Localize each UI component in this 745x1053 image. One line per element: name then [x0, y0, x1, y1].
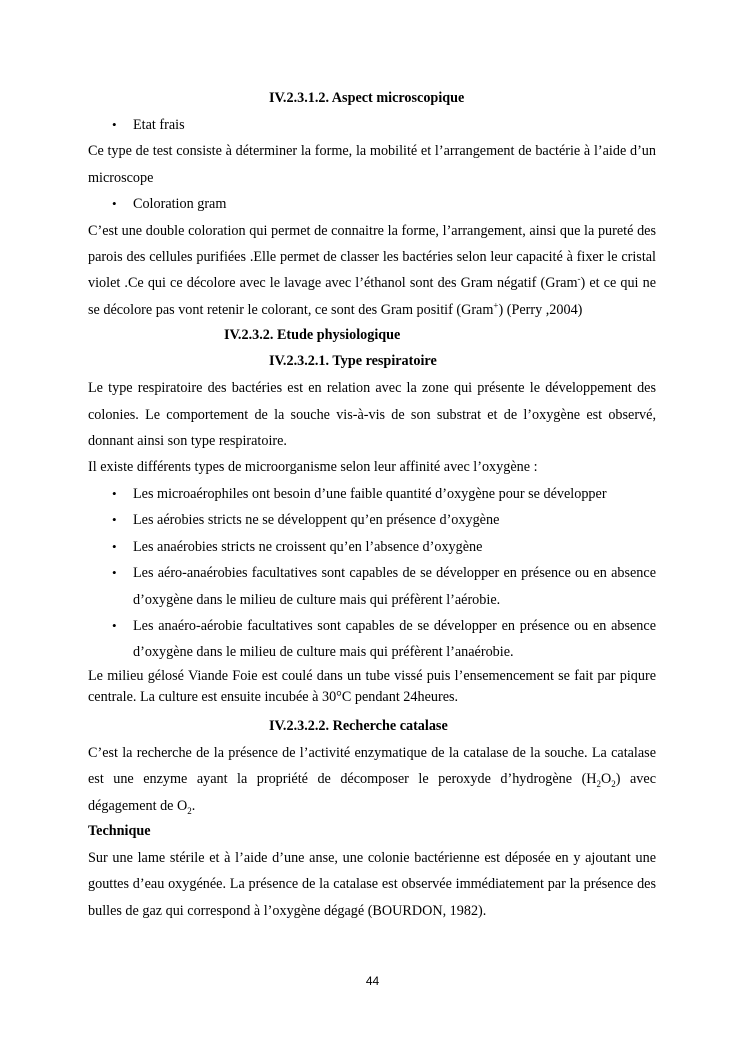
list-item: • Coloration gram — [88, 191, 656, 217]
superscript-minus: - — [577, 273, 581, 284]
bullet-icon: • — [112, 117, 117, 132]
paragraph-types-microorganismes: Il existe différents types de microorganisme selon leur affinité avec l’oxygène : — [88, 459, 538, 476]
heading-technique: Technique — [88, 822, 151, 839]
superscript-plus: + — [493, 300, 499, 311]
bullet-icon: • — [112, 196, 117, 212]
heading-aspect-microscopique: IV.2.3.1.2. Aspect microscopique — [269, 90, 465, 106]
document-page — [88, 86, 656, 924]
paragraph-etat-frais: Ce type de test consiste à déterminer la forme, la mobilité et l’arrangement de bactérie à l’aide d’un microscope — [88, 143, 656, 186]
paragraph-coloration-gram: C’est une double coloration qui permet de connaitre la forme, l’arrangement, ainsi que la pureté des parois des cellules purifiées .Elle permet de classer les bactéries selon leur capacité à fixer le cristal violet .Ce qui ce décolore avec le lavage avec l’éthanol sont des Gram négatif (Gram-) et ce qui ne se décolore pas vont retenir le colorant, ce sont des Gram positif (Gram+) (Perry ,2004) — [88, 222, 656, 318]
heading-etude-physiologique: IV.2.3.2. Etude physiologique — [224, 327, 401, 344]
page-number: 44 — [365, 974, 380, 988]
bullet-list-etat-frais — [88, 112, 656, 138]
bullet-icon: • — [112, 565, 117, 581]
bullet-icon: • — [112, 538, 117, 554]
heading-recherche-catalase: IV.2.3.2.2. Recherche catalase — [269, 717, 448, 734]
bullet-list-coloration — [88, 191, 656, 217]
bullet-icon: • — [112, 485, 117, 501]
paragraph-technique: Sur une lame stérile et à l’aide d’une anse, une colonie bactérienne est déposée en y ajoutant une gouttes d’eau oxygénée. La présence de la catalase est observée immédiatement par la présence des bulles de gaz qui correspond à l’oxygène dégagé (BOURDON, 1982). — [88, 849, 656, 919]
paragraph-type-respiratoire: Le type respiratoire des bactéries est en relation avec la zone qui présente le développement des colonies. Le comportement de la souche vis-à-vis de son substrat et de l’oxygène est observé, donnant ainsi son type respiratoire. — [88, 380, 656, 450]
list-item: • Les microaérophiles ont besoin d’une faible quantité d’oxygène pour se développer — [88, 481, 656, 507]
heading-type-respiratoire: IV.2.3.2.1. Type respiratoire — [269, 353, 437, 370]
list-item: • Les aérobies stricts ne se développent qu’en présence d’oxygène — [88, 507, 656, 533]
list-item: • Etat frais — [88, 112, 656, 138]
bullet-list-types — [88, 481, 656, 666]
list-item: • Les anaéro-aérobie facultatives sont capables de se développer en présence ou en absence d’oxygène dans le milieu de culture mais qui préfèrent l’anaérobie. — [88, 613, 656, 666]
paragraph-milieu-gelose: Le milieu gélosé Viande Foie est coulé dans un tube vissé puis l’ensemencement se fait par piqure centrale. La culture est ensuite incubée à 30°C pendant 24heures. — [88, 667, 656, 706]
list-item: • Les aéro-anaérobies facultatives sont capables de se développer en présence ou en absence d’oxygène dans le milieu de culture mais qui préfèrent l’aérobie. — [88, 560, 656, 613]
bullet-icon: • — [112, 512, 117, 528]
bullet-icon: • — [112, 617, 117, 633]
list-item: • Les anaérobies stricts ne croissent qu’en l’absence d’oxygène — [88, 534, 656, 560]
paragraph-catalase: C’est la recherche de la présence de l’activité enzymatique de la catalase de la souche. La catalase est une enzyme ayant la propriété de décomposer le peroxyde d’hydrogène $(H_2O_2)$ avec dégagement de $O_2$. — [88, 744, 656, 816]
